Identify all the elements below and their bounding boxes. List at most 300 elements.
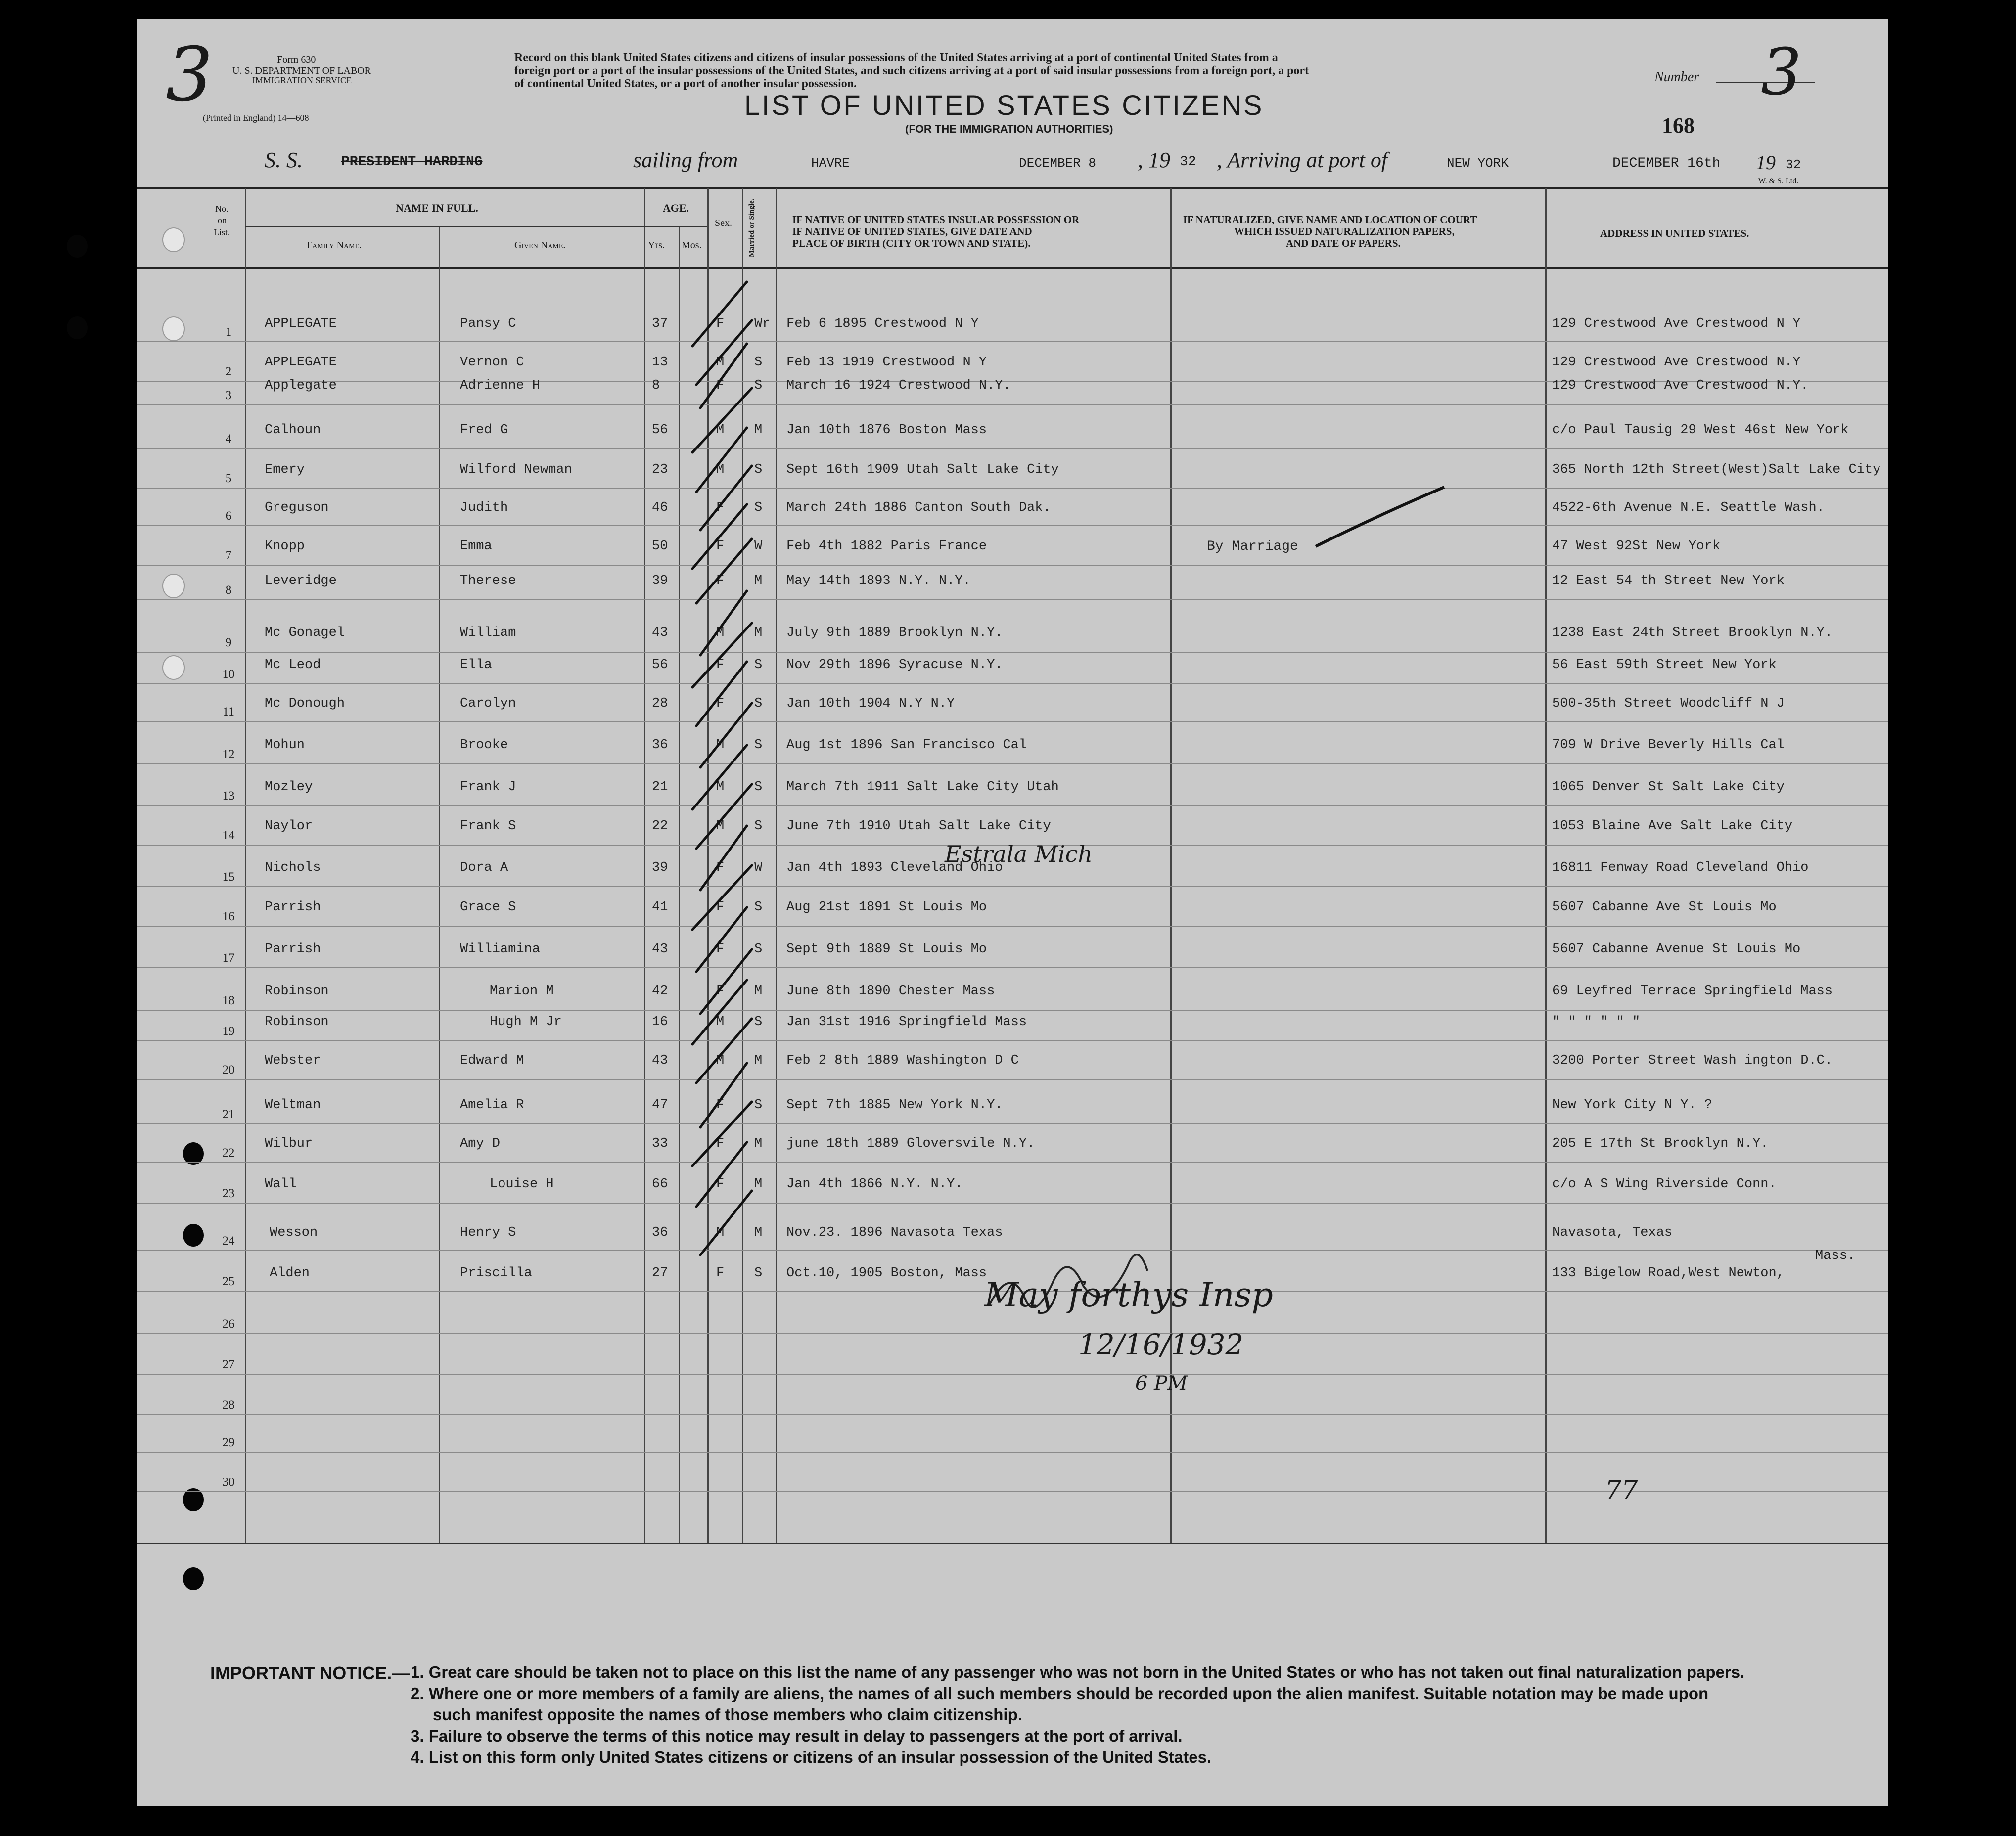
notice-line-1: 1. Great care should be taken not to place on this list the name of any passenger who was not born in the United States or who has not taken out final naturalization papers. [411,1663,1745,1681]
address-cell: 500-35th Street Woodcliff N J [1552,696,1785,711]
row-rule [137,404,1888,405]
family-name-cell: Robinson [265,1015,329,1030]
birth-cell: March 16 1924 Crestwood N.Y. [786,378,1011,393]
header-no: No. [215,204,229,214]
age-cell: 36 [652,1225,668,1240]
given-name-cell: Edward M [460,1053,524,1068]
tally: 77 [1605,1476,1638,1506]
row-number: 19 [222,1025,235,1038]
printer-mark: W. & S. Ltd. [1758,177,1799,185]
row-rule [137,1079,1888,1080]
sex-cell: F [716,696,725,711]
address-cell: 3200 Porter Street Wash ington D.C. [1552,1053,1833,1068]
row-rule [137,1040,1888,1041]
given-name-cell: Judith [460,500,508,515]
row-rule [137,683,1888,684]
header-no: on [218,215,227,225]
sex-cell: F [716,316,725,331]
age-header-rule [644,226,707,227]
marital-cell: M [754,984,763,999]
given-name-cell: Amelia R [460,1098,524,1113]
family-name-cell: Wilbur [265,1136,313,1151]
birth-cell: Aug 21st 1891 St Louis Mo [786,900,987,915]
birth-cell: Jan 31st 1916 Springfield Mass [786,1015,1027,1030]
record-note-2: foreign port or a port of the insular possessions of the United States, and such citizens arriving at a port of said insular possessions from a foreign port, a port [514,64,1309,77]
marital-cell: S [754,942,763,957]
row-number: 14 [222,829,235,842]
birth-cell: July 9th 1889 Brooklyn N.Y. [786,626,1003,640]
address-cell: 47 West 92St New York [1552,539,1721,554]
punch-hole [162,316,185,341]
address-cell: 365 North 12th Street(West)Salt Lake City [1552,462,1881,477]
marital-cell: Wr [754,316,771,331]
punch-hole [162,655,185,680]
age-cell: 56 [652,423,668,438]
punch-hole [67,316,88,339]
notice-heading: IMPORTANT NOTICE.— [210,1663,410,1683]
given-name-cell: Frank S [460,819,516,834]
marital-cell: M [754,574,763,588]
given-name-cell: Wilford Newman [460,462,572,477]
sex-cell: M [716,355,725,370]
given-name-cell: Emma [460,539,492,554]
sex-cell: F [716,378,725,393]
col-divider [644,188,645,1543]
marital-cell: S [754,780,763,795]
age-cell: 8 [652,378,660,393]
birth-cell: Sept 9th 1889 St Louis Mo [786,942,987,957]
age-cell: 42 [652,984,668,999]
marital-cell: M [754,1136,763,1151]
arriving-label: , Arriving at port of [1217,148,1388,172]
family-name-cell: Naylor [265,819,313,834]
birth-cell: March 24th 1886 Canton South Dak. [786,500,1051,515]
row-rule [137,525,1888,526]
row-number: 26 [222,1317,235,1331]
birth-cell: Jan 10th 1904 N.Y N.Y [786,696,955,711]
marital-cell: S [754,1098,763,1113]
age-cell: 37 [652,316,668,331]
sex-cell: M [716,423,725,438]
port-from: HAVRE [811,156,850,171]
sex-cell: F [716,1266,725,1281]
row-number: 18 [222,994,235,1007]
row-rule [137,926,1888,927]
header-birth-2: IF NATIVE OF UNITED STATES, GIVE DATE AND [792,225,1032,237]
sex-cell: M [716,1053,725,1068]
given-name-cell: William [460,626,516,640]
record-note-3: of continental United States, or a port of another insular possession. [514,77,857,90]
marital-cell: M [754,1053,763,1068]
number-label: Number [1654,69,1699,85]
given-name-cell: Marion M [490,984,554,999]
naturalization-cell: By Marriage [1207,539,1298,554]
address-cell: 16811 Fenway Road Cleveland Ohio [1552,860,1809,875]
row-number: 1 [225,325,232,339]
row-number: 2 [225,365,232,378]
age-cell: 47 [652,1098,668,1113]
marital-cell: S [754,696,763,711]
name-header-rule [245,226,644,227]
col-divider [707,188,709,1543]
age-cell: 39 [652,574,668,588]
sex-cell: F [716,1136,725,1151]
birth-cell: Feb 13 1919 Crestwood N Y [786,355,987,370]
given-name-cell: Vernon C [460,355,524,370]
birth-cell: Jan 4th 1866 N.Y. N.Y. [786,1177,963,1192]
address-cell: Navasota, Texas [1552,1225,1673,1240]
given-name-cell: Adrienne H [460,378,541,393]
header-sex: Sex. [715,218,732,228]
row-number: 13 [222,789,235,803]
punch-hole [162,574,185,598]
birth-cell: Jan 10th 1876 Boston Mass [786,423,987,438]
birth-cell: Aug 1st 1896 San Francisco Cal [786,738,1027,753]
row-rule [137,1250,1888,1251]
family-name-cell: Weltman [265,1098,321,1113]
row-number: 8 [225,583,232,597]
address-cell: c/o Paul Tausig 29 West 46st New York [1552,423,1849,438]
age-cell: 46 [652,500,668,515]
birth-cell: May 14th 1893 N.Y. N.Y. [786,574,971,588]
family-name-cell: Greguson [265,500,329,515]
sex-cell: M [716,819,725,834]
row-number: 28 [222,1398,235,1412]
row-rule [137,599,1888,600]
row-number: 6 [225,509,232,523]
birth-cell: Sept 7th 1885 New York N.Y. [786,1098,1003,1113]
marital-cell: S [754,500,763,515]
age-cell: 27 [652,1266,668,1281]
row-number: 24 [222,1234,235,1248]
col-divider [679,227,680,1543]
sex-cell: M [716,462,725,477]
family-name-cell: Knopp [265,539,305,554]
family-name-cell: APPLEGATE [265,316,337,331]
row-rule [137,1010,1888,1011]
row-number: 4 [225,432,232,446]
row-rule [137,341,1888,342]
col-divider [776,188,777,1543]
sex-cell: M [716,1225,725,1240]
sex-cell: F [716,658,725,672]
header-family-name: Family Name. [307,240,362,251]
marital-cell: M [754,1177,763,1192]
address-cell: 205 E 17th St Brooklyn N.Y. [1552,1136,1769,1151]
punch-hole [183,1224,204,1247]
row-rule [137,886,1888,887]
family-name-cell: Leveridge [265,574,337,588]
age-cell: 43 [652,942,668,957]
header-bottom-rule [137,267,1888,269]
header-birth-1: IF NATIVE OF UNITED STATES INSULAR POSSESSION OR [792,214,1080,225]
row-rule [137,448,1888,449]
birth-cell: March 7th 1911 Salt Lake City Utah [786,780,1059,795]
header-name-in-full: NAME IN FULL. [396,202,478,214]
age-cell: 43 [652,626,668,640]
row-rule [137,652,1888,653]
row-rule [137,1203,1888,1204]
marital-cell: S [754,1266,763,1281]
header-age: AGE. [663,202,689,214]
birth-cell: Feb 6 1895 Crestwood N Y [786,316,979,331]
record-note-1: Record on this blank United States citizens and citizens of insular possessions of the United States arriving at a port of continental United States from a [514,51,1278,64]
address-cell: 4522-6th Avenue N.E. Seattle Wash. [1552,500,1825,515]
birth-cell: Oct.10, 1905 Boston, Mass [786,1266,987,1281]
corner-mark: 3 [166,32,213,118]
address-cell: 5607 Cabanne Avenue St Louis Mo [1552,942,1801,957]
col-divider [742,188,743,1543]
birth-cell: Nov.23. 1896 Navasota Texas [786,1225,1003,1240]
col-divider [1545,188,1547,1543]
row-number: 9 [225,636,232,649]
sex-cell: F [716,860,725,875]
sex-cell: F [716,539,725,554]
birth-cell: June 7th 1910 Utah Salt Lake City [786,819,1051,834]
given-name-cell: Hugh M Jr [490,1015,562,1030]
address-cell: 129 Crestwood Ave Crestwood N.Y. [1552,378,1809,393]
marital-cell: S [754,819,763,834]
header-nat-3: AND DATE OF PAPERS. [1286,237,1401,249]
marital-cell: W [754,539,763,554]
ss-label: S. S. [265,148,303,172]
sex-cell: F [716,984,725,999]
age-cell: 13 [652,355,668,370]
header-mos: Mos. [682,240,702,251]
age-cell: 43 [652,1053,668,1068]
address-cell: 1053 Blaine Ave Salt Lake City [1552,819,1793,834]
marital-cell: M [754,626,763,640]
row-number: 17 [222,951,235,965]
given-name-cell: Grace S [460,900,516,915]
given-name-cell: Amy D [460,1136,501,1151]
given-name-cell: Fred G [460,423,508,438]
address-cell: 69 Leyfred Terrace Springfield Mass [1552,984,1833,999]
printed-note: (Printed in England) 14—608 [203,113,309,123]
number-value: 3 [1761,35,1802,110]
marital-cell: S [754,900,763,915]
row-number: 22 [222,1146,235,1160]
sex-cell: F [716,942,725,957]
col-divider [439,227,440,1543]
age-cell: 23 [652,462,668,477]
sex-cell: M [716,626,725,640]
row-number: 16 [222,910,235,923]
family-name-cell: Calhoun [265,423,321,438]
age-cell: 28 [652,696,668,711]
address-cell: 5607 Cabanne Ave St Louis Mo [1552,900,1777,915]
birth-cell: june 18th 1889 Gloversvile N.Y. [786,1136,1035,1151]
punch-hole [67,235,88,258]
row-rule [137,1333,1888,1334]
header-given-name: Given Name. [514,240,566,251]
address-cell: 12 East 54 th Street New York [1552,574,1785,588]
birth-cell: Sept 16th 1909 Utah Salt Lake City [786,462,1059,477]
table-bottom-rule [137,1543,1888,1544]
birth-cell: Nov 29th 1896 Syracuse N.Y. [786,658,1003,672]
age-cell: 21 [652,780,668,795]
header-birth-3: PLACE OF BIRTH (CITY OR TOWN AND STATE). [792,237,1031,249]
punch-hole [183,1567,204,1590]
address-cell: 56 East 59th Street New York [1552,658,1777,672]
port-to: NEW YORK [1447,156,1509,171]
row-rule [137,721,1888,722]
given-name-cell: Louise H [490,1177,554,1192]
sex-cell: M [716,780,725,795]
header-address: ADDRESS IN UNITED STATES. [1600,227,1749,239]
address-cell: 1065 Denver St Salt Lake City [1552,780,1785,795]
family-name-cell: Alden [270,1266,310,1281]
col-divider [245,188,246,1543]
birth-cell: Jan 4th 1893 Cleveland Ohio [786,860,1003,875]
header-nat-1: IF NATURALIZED, GIVE NAME AND LOCATION OF COURT [1183,214,1477,225]
birth-cell: June 8th 1890 Chester Mass [786,984,995,999]
family-name-cell: Parrish [265,942,321,957]
age-cell: 39 [652,860,668,875]
age-cell: 41 [652,900,668,915]
page-title: LIST OF UNITED STATES CITIZENS [744,90,1264,121]
row-rule [137,565,1888,566]
address-cell: " " " " " " [1552,1015,1641,1030]
sex-cell: M [716,1015,725,1030]
age-cell: 22 [652,819,668,834]
ship-name: PRESIDENT HARDING [341,154,483,170]
age-cell: 36 [652,738,668,753]
sex-cell: F [716,500,725,515]
arrive-year-prefix: 19 [1756,151,1776,174]
age-cell: 56 [652,658,668,672]
family-name-cell: Emery [265,462,305,477]
arrive-year: 32 [1786,157,1801,172]
arrive-date: DECEMBER 16th [1612,156,1721,171]
address-cell: 129 Crestwood Ave Crestwood N.Y [1552,355,1801,370]
marital-cell: S [754,378,763,393]
row-rule [137,1452,1888,1453]
age-cell: 33 [652,1136,668,1151]
family-name-cell: Mc Gonagel [265,626,345,640]
signature: May forthys Insp [984,1276,1273,1315]
family-name-cell: Mc Leod [265,658,321,672]
row-rule [137,967,1888,968]
notice-line-2b: such manifest opposite the names of those members who claim citizenship. [433,1705,1022,1724]
given-name-cell: Dora A [460,860,508,875]
address-cell: New York City N Y. ? [1552,1098,1713,1113]
row-number: 30 [222,1476,235,1489]
given-name-cell: Williamina [460,942,541,957]
row-number: 29 [222,1436,235,1449]
marital-cell: M [754,1225,763,1240]
row-number: 20 [222,1063,235,1076]
depart-date: DECEMBER 8 [1019,156,1097,171]
family-name-cell: Mohun [265,738,305,753]
given-name-cell: Pansy C [460,316,516,331]
given-name-cell: Brooke [460,738,508,753]
family-name-cell: Applegate [265,378,337,393]
address-cell: 709 W Drive Beverly Hills Cal [1552,738,1785,753]
sex-cell: F [716,574,725,588]
signature-date: 12/16/1932 [1078,1328,1244,1361]
address-cell: c/o A S Wing Riverside Conn. [1552,1177,1777,1192]
row25-state-above: Mass. [1815,1249,1856,1263]
age-cell: 50 [652,539,668,554]
page-number: 168 [1662,113,1695,137]
row-number: 10 [222,668,235,681]
marital-cell: S [754,462,763,477]
row-rule [137,763,1888,764]
form-number: Form 630 [277,54,316,65]
row-rule [137,488,1888,489]
family-name-cell: Nichols [265,860,321,875]
given-name-cell: Henry S [460,1225,516,1240]
marital-cell: S [754,355,763,370]
depart-year-prefix: , 19 [1138,148,1170,172]
row-number: 23 [222,1187,235,1200]
family-name-cell: Webster [265,1053,321,1068]
row-number: 27 [222,1358,235,1371]
row-rule [137,1123,1888,1124]
given-name-cell: Therese [460,574,516,588]
family-name-cell: Wall [265,1177,297,1192]
given-name-cell: Ella [460,658,492,672]
row-number: 7 [225,549,232,562]
row-number: 15 [222,870,235,884]
birth-cell: Feb 2 8th 1889 Washington D C [786,1053,1019,1068]
family-name-cell: Mozley [265,780,313,795]
marital-cell: S [754,658,763,672]
notice-line-4: 4. List on this form only United States citizens or citizens of an insular possession of the United States. [411,1748,1212,1766]
marital-cell: S [754,1015,763,1030]
given-name-cell: Priscilla [460,1266,532,1281]
sex-cell: F [716,1177,725,1192]
given-name-cell: Frank J [460,780,516,795]
signature-time: 6 PM [1135,1372,1188,1395]
table-top-rule [137,187,1888,189]
family-name-cell: Wesson [270,1225,318,1240]
family-name-cell: Parrish [265,900,321,915]
given-name-cell: Carolyn [460,696,516,711]
row-number: 21 [222,1108,235,1121]
row-number: 12 [222,748,235,761]
header-nat-2: WHICH ISSUED NATURALIZATION PAPERS, [1234,225,1455,237]
birth-cell: Feb 4th 1882 Paris France [786,539,987,554]
address-cell: 129 Crestwood Ave Crestwood N Y [1552,316,1801,331]
header-married: Married or Single. [748,198,756,257]
row-number: 25 [222,1275,235,1288]
row-number: 3 [225,389,232,402]
address-cell: 1238 East 24th Street Brooklyn N.Y. [1552,626,1833,640]
age-cell: 16 [652,1015,668,1030]
row-rule [137,1162,1888,1163]
depart-year: 32 [1180,154,1196,170]
sex-cell: F [716,900,725,915]
row-number: 11 [222,705,235,718]
department: U. S. DEPARTMENT OF LABOR [232,65,371,76]
row15-correction: Estrala Mich [945,841,1093,867]
notice-line-3: 3. Failure to observe the terms of this notice may result in delay to passengers at the port of arrival. [411,1727,1183,1745]
family-name-cell: APPLEGATE [265,355,337,370]
sex-cell: F [716,1098,725,1113]
marital-cell: M [754,423,763,438]
service: IMMIGRATION SERVICE [252,75,352,85]
address-cell: 133 Bigelow Road,West Newton, [1552,1266,1785,1281]
sailing-label: sailing from [633,148,738,172]
header-no: List. [214,227,230,237]
page-subtitle: (FOR THE IMMIGRATION AUTHORITIES) [905,123,1113,135]
family-name-cell: Mc Donough [265,696,345,711]
marital-cell: W [754,860,763,875]
row-number: 5 [225,472,232,485]
header-yrs: Yrs. [648,240,665,251]
